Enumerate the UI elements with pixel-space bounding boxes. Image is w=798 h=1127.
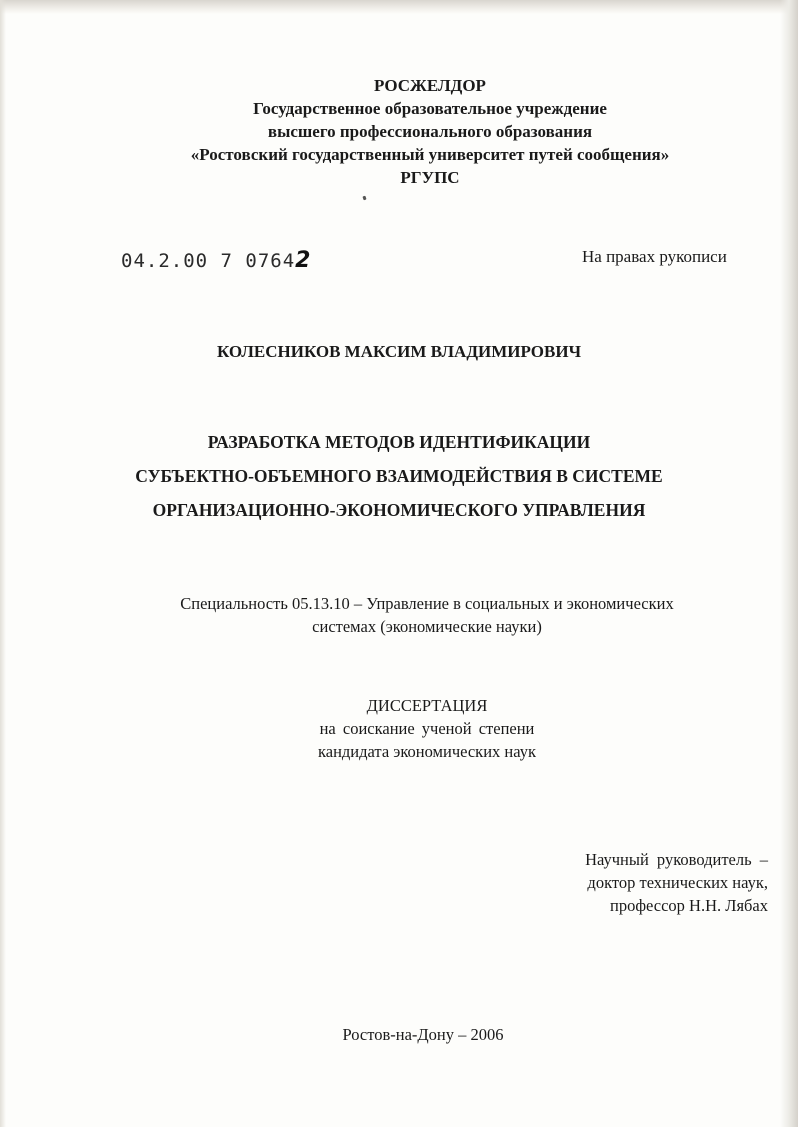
title-line-2: СУБЪЕКТНО-ОБЪЕМНОГО ВЗАИМОДЕЙСТВИЯ В СИСТЕМЕ xyxy=(135,466,663,486)
dissertation-heading: ДИССЕРТАЦИЯ xyxy=(366,696,488,715)
degree-statement xyxy=(28,694,798,763)
scan-shadow-left xyxy=(0,0,6,1127)
dissertation-title xyxy=(0,425,798,527)
supervisor-role: Научный руководитель – xyxy=(585,850,768,869)
stamp-handwritten-digit: 2 xyxy=(295,248,311,273)
supervisor-block xyxy=(528,848,768,917)
org-line-abbreviation: РГУПС xyxy=(400,168,460,187)
title-line-1: РАЗРАБОТКА МЕТОДОВ ИДЕНТИФИКАЦИИ xyxy=(207,432,591,452)
city-and-year: Ростов-на-Дону – 2006 xyxy=(342,1025,504,1044)
specialty-statement xyxy=(28,592,798,638)
supervisor-degree: доктор технических наук, xyxy=(587,873,768,892)
organization-header xyxy=(60,74,798,189)
org-line-rosjeldor: РОСЖЕЛДОР xyxy=(374,76,486,95)
title-line-3: ОРГАНИЗАЦИОННО-ЭКОНОМИЧЕСКОГО УПРАВЛЕНИЯ xyxy=(152,500,646,520)
specialty-line-2: системах (экономические науки) xyxy=(312,617,542,636)
stamp-printed-digits: 04.2.00 7 0764 xyxy=(121,250,296,272)
author-name: КОЛЕСНИКОВ МАКСИМ ВЛАДИМИРОВИЧ xyxy=(216,342,582,361)
specialty-line-1: Специальность 05.13.10 – Управление в социальных и экономических xyxy=(180,594,674,613)
org-line-university-name: «Ростовский государственный университет путей сообщения» xyxy=(190,145,670,164)
supervisor-name: профессор Н.Н. Лябах xyxy=(610,896,768,915)
degree-name-line: кандидата экономических наук xyxy=(317,742,536,761)
scan-shadow-top xyxy=(0,0,798,14)
scan-speck xyxy=(362,196,366,201)
library-stamp-number xyxy=(121,248,310,273)
org-line-institution-type: Государственное образовательное учреждение xyxy=(253,99,607,118)
rights-note: На правах рукописи xyxy=(582,247,727,266)
org-line-education-level: высшего профессионального образования xyxy=(267,122,593,141)
degree-purpose-line: на соискание ученой степени xyxy=(319,719,535,738)
